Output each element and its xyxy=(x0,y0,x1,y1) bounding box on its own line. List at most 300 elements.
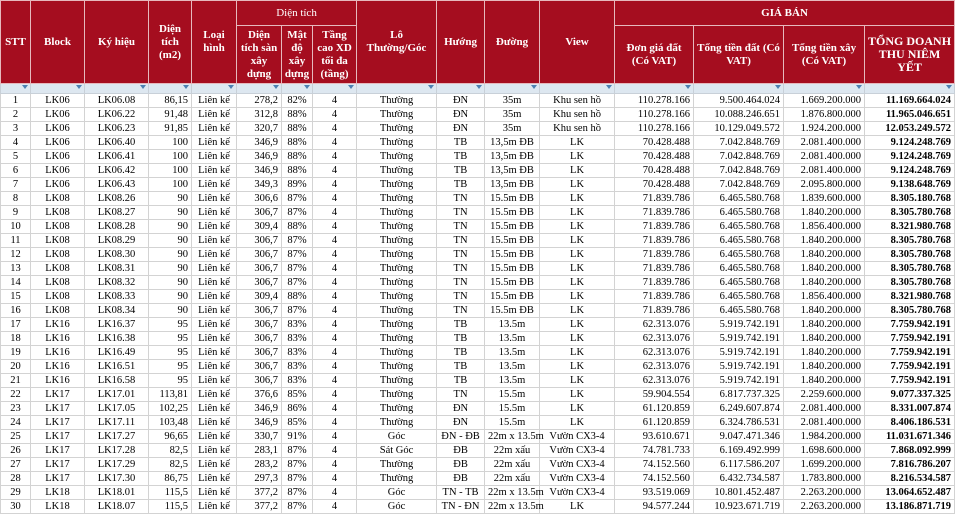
table-cell[interactable]: TN - ĐN xyxy=(437,500,485,514)
table-cell[interactable]: 4 xyxy=(313,290,357,304)
table-cell[interactable]: 71.839.786 xyxy=(615,234,694,248)
table-cell[interactable]: LK17.01 xyxy=(85,388,149,402)
table-cell[interactable]: 15 xyxy=(1,290,31,304)
table-cell[interactable]: TN xyxy=(437,388,485,402)
table-cell[interactable]: 7.759.942.191 xyxy=(865,360,955,374)
table-cell[interactable]: 8.305.780.768 xyxy=(865,234,955,248)
table-cell[interactable]: 346,9 xyxy=(237,136,282,150)
table-cell[interactable]: LK xyxy=(540,276,615,290)
table-cell[interactable]: 4 xyxy=(313,374,357,388)
table-cell[interactable]: 91,48 xyxy=(149,108,192,122)
table-cell[interactable]: TB xyxy=(437,318,485,332)
table-cell[interactable]: LK06 xyxy=(31,94,85,108)
table-cell[interactable]: 4 xyxy=(313,234,357,248)
table-cell[interactable]: 7.042.848.769 xyxy=(694,164,784,178)
table-cell[interactable]: 306,7 xyxy=(237,318,282,332)
table-cell[interactable]: 306,7 xyxy=(237,360,282,374)
table-cell[interactable]: Liên kế xyxy=(192,374,237,388)
table-cell[interactable]: 22m x 13.5m xyxy=(485,500,540,514)
table-cell[interactable]: 13.064.652.487 xyxy=(865,486,955,500)
table-cell[interactable]: 88% xyxy=(282,220,313,234)
table-cell[interactable]: Liên kế xyxy=(192,444,237,458)
table-cell[interactable]: LK06.42 xyxy=(85,164,149,178)
table-cell[interactable]: Thường xyxy=(357,416,437,430)
table-cell[interactable]: Thường xyxy=(357,472,437,486)
table-cell[interactable]: 377,2 xyxy=(237,486,282,500)
table-cell[interactable]: 88% xyxy=(282,136,313,150)
filter-dropdown-icon[interactable] xyxy=(76,85,82,89)
table-cell[interactable]: TN xyxy=(437,290,485,304)
table-cell[interactable]: 2.081.400.000 xyxy=(784,416,865,430)
table-cell[interactable]: 71.839.786 xyxy=(615,262,694,276)
table-cell[interactable]: TB xyxy=(437,136,485,150)
table-cell[interactable]: 70.428.488 xyxy=(615,150,694,164)
table-cell[interactable]: 6.465.580.768 xyxy=(694,276,784,290)
table-cell[interactable]: 4 xyxy=(313,178,357,192)
table-cell[interactable]: 320,7 xyxy=(237,122,282,136)
table-cell[interactable]: LK17 xyxy=(31,430,85,444)
table-cell[interactable]: LK08 xyxy=(31,220,85,234)
table-cell[interactable]: 5.919.742.191 xyxy=(694,318,784,332)
table-cell[interactable]: 4 xyxy=(313,276,357,290)
table-cell[interactable]: TB xyxy=(437,360,485,374)
table-cell[interactable]: Thường xyxy=(357,94,437,108)
filter-dropdown-icon[interactable] xyxy=(183,85,189,89)
table-cell[interactable]: LK xyxy=(540,248,615,262)
table-cell[interactable]: 4 xyxy=(313,248,357,262)
filter-dropdown-icon[interactable] xyxy=(685,85,691,89)
table-cell[interactable]: 13,5m ĐB xyxy=(485,164,540,178)
table-cell[interactable]: Sát Góc xyxy=(357,444,437,458)
table-cell[interactable]: LK16 xyxy=(31,374,85,388)
table-cell[interactable]: 74.152.560 xyxy=(615,472,694,486)
table-cell[interactable]: 85% xyxy=(282,416,313,430)
table-cell[interactable]: 376,6 xyxy=(237,388,282,402)
table-cell[interactable]: 70.428.488 xyxy=(615,136,694,150)
table-cell[interactable]: 7.868.092.999 xyxy=(865,444,955,458)
table-cell[interactable]: TB xyxy=(437,150,485,164)
table-cell[interactable]: 2 xyxy=(1,108,31,122)
table-cell[interactable]: 35m xyxy=(485,94,540,108)
table-cell[interactable]: 13.5m xyxy=(485,332,540,346)
table-cell[interactable]: LK08 xyxy=(31,206,85,220)
table-cell[interactable]: 30 xyxy=(1,500,31,514)
table-cell[interactable]: 22 xyxy=(1,388,31,402)
table-cell[interactable]: 1.698.600.000 xyxy=(784,444,865,458)
table-cell[interactable]: LK06 xyxy=(31,108,85,122)
table-cell[interactable]: 87% xyxy=(282,458,313,472)
header-group-dien-tich[interactable]: Diện tích xyxy=(237,1,357,26)
table-cell[interactable]: 346,9 xyxy=(237,402,282,416)
table-cell[interactable]: 8.305.780.768 xyxy=(865,276,955,290)
table-cell[interactable]: 346,9 xyxy=(237,164,282,178)
table-cell[interactable]: Thường xyxy=(357,290,437,304)
table-cell[interactable]: 1.876.800.000 xyxy=(784,108,865,122)
table-cell[interactable]: LK17 xyxy=(31,472,85,486)
table-cell[interactable]: 13.5m xyxy=(485,318,540,332)
filter-dropdown-icon[interactable] xyxy=(22,85,28,89)
table-cell[interactable]: LK xyxy=(540,304,615,318)
table-cell[interactable]: 71.839.786 xyxy=(615,304,694,318)
table-cell[interactable]: LK08.31 xyxy=(85,262,149,276)
table-cell[interactable]: LK08.26 xyxy=(85,192,149,206)
table-cell[interactable]: 7.042.848.769 xyxy=(694,178,784,192)
table-cell[interactable]: 6.432.734.587 xyxy=(694,472,784,486)
table-cell[interactable]: LK16.37 xyxy=(85,318,149,332)
table-cell[interactable]: Liên kế xyxy=(192,430,237,444)
table-cell[interactable]: Vườn CX3-4 xyxy=(540,430,615,444)
table-cell[interactable]: 2.081.400.000 xyxy=(784,136,865,150)
table-cell[interactable]: 61.120.859 xyxy=(615,416,694,430)
table-cell[interactable]: 15.5m ĐB xyxy=(485,248,540,262)
table-cell[interactable]: 14 xyxy=(1,276,31,290)
table-cell[interactable]: 8.305.780.768 xyxy=(865,248,955,262)
table-cell[interactable]: Liên kế xyxy=(192,332,237,346)
table-cell[interactable]: 86,15 xyxy=(149,94,192,108)
table-cell[interactable]: 12 xyxy=(1,248,31,262)
table-cell[interactable]: LK06.23 xyxy=(85,122,149,136)
table-cell[interactable]: 95 xyxy=(149,318,192,332)
table-cell[interactable]: 7.042.848.769 xyxy=(694,150,784,164)
table-cell[interactable]: Thường xyxy=(357,346,437,360)
table-cell[interactable]: 330,7 xyxy=(237,430,282,444)
table-cell[interactable]: 10.923.671.719 xyxy=(694,500,784,514)
table-cell[interactable]: 306,7 xyxy=(237,346,282,360)
table-cell[interactable]: LK xyxy=(540,416,615,430)
table-cell[interactable]: 346,9 xyxy=(237,416,282,430)
table-cell[interactable]: ĐB xyxy=(437,444,485,458)
table-cell[interactable]: LK16 xyxy=(31,318,85,332)
table-cell[interactable]: 13.5m xyxy=(485,360,540,374)
table-cell[interactable]: 13.186.871.719 xyxy=(865,500,955,514)
table-cell[interactable]: Thường xyxy=(357,332,437,346)
table-cell[interactable]: 8.331.007.874 xyxy=(865,402,955,416)
table-cell[interactable]: LK18 xyxy=(31,500,85,514)
table-cell[interactable]: LK17 xyxy=(31,416,85,430)
table-cell[interactable]: 306,6 xyxy=(237,192,282,206)
table-cell[interactable]: 4 xyxy=(313,192,357,206)
table-cell[interactable]: LK06.22 xyxy=(85,108,149,122)
table-cell[interactable]: TN xyxy=(437,262,485,276)
table-cell[interactable]: 4 xyxy=(313,486,357,500)
table-cell[interactable]: LK xyxy=(540,360,615,374)
table-cell[interactable]: Thường xyxy=(357,122,437,136)
table-cell[interactable]: ĐN xyxy=(437,94,485,108)
table-cell[interactable]: 4 xyxy=(313,472,357,486)
table-cell[interactable]: Liên kế xyxy=(192,416,237,430)
table-cell[interactable]: 1.840.200.000 xyxy=(784,346,865,360)
table-cell[interactable]: LK08 xyxy=(31,234,85,248)
table-cell[interactable]: 1.840.200.000 xyxy=(784,332,865,346)
table-cell[interactable]: LK xyxy=(540,164,615,178)
header-huong[interactable]: Hướng xyxy=(437,1,485,84)
table-cell[interactable]: Khu sen hồ xyxy=(540,122,615,136)
table-cell[interactable]: 10.801.452.487 xyxy=(694,486,784,500)
table-cell[interactable]: 11.965.046.651 xyxy=(865,108,955,122)
table-cell[interactable]: 88% xyxy=(282,164,313,178)
table-cell[interactable]: 6.324.786.531 xyxy=(694,416,784,430)
table-cell[interactable]: 15.5m ĐB xyxy=(485,304,540,318)
table-cell[interactable]: 4 xyxy=(313,262,357,276)
table-cell[interactable]: 82,5 xyxy=(149,444,192,458)
filter-dropdown-icon[interactable] xyxy=(304,85,310,89)
table-cell[interactable]: TN xyxy=(437,276,485,290)
table-cell[interactable]: Thường xyxy=(357,150,437,164)
table-cell[interactable]: Liên kế xyxy=(192,290,237,304)
table-cell[interactable]: 20 xyxy=(1,360,31,374)
table-cell[interactable]: 15.5m xyxy=(485,388,540,402)
table-cell[interactable]: Thường xyxy=(357,192,437,206)
header-duong[interactable]: Đường xyxy=(485,1,540,84)
table-cell[interactable]: 15.5m ĐB xyxy=(485,220,540,234)
table-cell[interactable]: 22m xấu xyxy=(485,458,540,472)
table-cell[interactable]: 8 xyxy=(1,192,31,206)
table-cell[interactable]: 306,7 xyxy=(237,304,282,318)
table-cell[interactable]: TB xyxy=(437,164,485,178)
table-cell[interactable]: 1.783.800.000 xyxy=(784,472,865,486)
table-cell[interactable]: 27 xyxy=(1,458,31,472)
table-cell[interactable]: LK17.28 xyxy=(85,444,149,458)
table-cell[interactable]: 88% xyxy=(282,150,313,164)
table-cell[interactable]: 113,81 xyxy=(149,388,192,402)
table-cell[interactable]: 1.856.400.000 xyxy=(784,220,865,234)
table-cell[interactable]: 283,1 xyxy=(237,444,282,458)
table-cell[interactable]: 7.816.786.207 xyxy=(865,458,955,472)
table-cell[interactable]: LK08.33 xyxy=(85,290,149,304)
table-cell[interactable]: 7.759.942.191 xyxy=(865,374,955,388)
table-cell[interactable]: 4 xyxy=(313,416,357,430)
table-cell[interactable]: 15.5m ĐB xyxy=(485,234,540,248)
table-cell[interactable]: 62.313.076 xyxy=(615,346,694,360)
table-cell[interactable]: Thường xyxy=(357,360,437,374)
table-cell[interactable]: Liên kế xyxy=(192,500,237,514)
table-cell[interactable]: 17 xyxy=(1,318,31,332)
table-cell[interactable]: 9.124.248.769 xyxy=(865,136,955,150)
table-cell[interactable]: LK08.30 xyxy=(85,248,149,262)
table-cell[interactable]: 9.047.471.346 xyxy=(694,430,784,444)
table-cell[interactable]: TN xyxy=(437,206,485,220)
table-cell[interactable]: LK xyxy=(540,500,615,514)
table-cell[interactable]: 62.313.076 xyxy=(615,360,694,374)
table-cell[interactable]: 2.095.800.000 xyxy=(784,178,865,192)
filter-dropdown-icon[interactable] xyxy=(946,85,952,89)
header-ky-hieu[interactable]: Ký hiệu xyxy=(85,1,149,84)
table-cell[interactable]: LK08 xyxy=(31,290,85,304)
table-cell[interactable]: LK xyxy=(540,402,615,416)
table-cell[interactable]: 11 xyxy=(1,234,31,248)
table-cell[interactable]: 10.088.246.651 xyxy=(694,108,784,122)
table-cell[interactable]: 90 xyxy=(149,276,192,290)
table-cell[interactable]: LK17 xyxy=(31,458,85,472)
filter-dropdown-icon[interactable] xyxy=(606,85,612,89)
table-cell[interactable]: LK xyxy=(540,388,615,402)
table-cell[interactable]: 5.919.742.191 xyxy=(694,346,784,360)
table-cell[interactable]: 71.839.786 xyxy=(615,192,694,206)
table-cell[interactable]: 306,7 xyxy=(237,206,282,220)
table-cell[interactable]: LK08 xyxy=(31,192,85,206)
table-cell[interactable]: 2.263.200.000 xyxy=(784,486,865,500)
table-cell[interactable]: 59.904.554 xyxy=(615,388,694,402)
table-cell[interactable]: 6.465.580.768 xyxy=(694,234,784,248)
table-cell[interactable]: 24 xyxy=(1,416,31,430)
table-cell[interactable]: 90 xyxy=(149,304,192,318)
table-cell[interactable]: Khu sen hồ xyxy=(540,108,615,122)
table-cell[interactable]: 6.465.580.768 xyxy=(694,262,784,276)
table-cell[interactable]: 71.839.786 xyxy=(615,290,694,304)
table-cell[interactable]: Thường xyxy=(357,234,437,248)
table-cell[interactable]: 6.117.586.207 xyxy=(694,458,784,472)
table-cell[interactable]: 4 xyxy=(313,388,357,402)
header-loai-hinh[interactable]: Loại hình xyxy=(192,1,237,84)
table-cell[interactable]: Thường xyxy=(357,318,437,332)
table-cell[interactable]: 74.152.560 xyxy=(615,458,694,472)
table-cell[interactable]: Liên kế xyxy=(192,248,237,262)
table-cell[interactable]: LK18.07 xyxy=(85,500,149,514)
table-cell[interactable]: LK06 xyxy=(31,122,85,136)
table-cell[interactable]: 5 xyxy=(1,150,31,164)
table-cell[interactable]: 87% xyxy=(282,472,313,486)
table-cell[interactable]: Thường xyxy=(357,220,437,234)
table-cell[interactable]: LK08.34 xyxy=(85,304,149,318)
table-cell[interactable]: 1.840.200.000 xyxy=(784,304,865,318)
table-cell[interactable]: LK06 xyxy=(31,164,85,178)
table-cell[interactable]: 115,5 xyxy=(149,486,192,500)
table-cell[interactable]: LK17 xyxy=(31,402,85,416)
table-cell[interactable]: 13,5m ĐB xyxy=(485,150,540,164)
table-cell[interactable]: 4 xyxy=(313,430,357,444)
table-cell[interactable]: 22m x 13.5m xyxy=(485,486,540,500)
table-cell[interactable]: 2.259.600.000 xyxy=(784,388,865,402)
table-cell[interactable]: 83% xyxy=(282,360,313,374)
table-cell[interactable]: 297,3 xyxy=(237,472,282,486)
table-cell[interactable]: TN xyxy=(437,234,485,248)
table-cell[interactable]: 90 xyxy=(149,290,192,304)
table-cell[interactable]: 95 xyxy=(149,346,192,360)
table-cell[interactable]: 306,7 xyxy=(237,262,282,276)
table-cell[interactable]: 87% xyxy=(282,262,313,276)
table-cell[interactable]: 35m xyxy=(485,108,540,122)
table-cell[interactable]: 6.249.607.874 xyxy=(694,402,784,416)
table-cell[interactable]: 90 xyxy=(149,192,192,206)
table-cell[interactable]: 306,7 xyxy=(237,276,282,290)
table-cell[interactable]: LK xyxy=(540,234,615,248)
table-cell[interactable]: 15.5m xyxy=(485,402,540,416)
table-cell[interactable]: Liên kế xyxy=(192,472,237,486)
table-cell[interactable]: ĐN xyxy=(437,122,485,136)
table-cell[interactable]: LK08 xyxy=(31,304,85,318)
table-cell[interactable]: 309,4 xyxy=(237,290,282,304)
table-cell[interactable]: TB xyxy=(437,346,485,360)
table-cell[interactable]: Liên kế xyxy=(192,346,237,360)
table-cell[interactable]: 4 xyxy=(313,136,357,150)
table-cell[interactable]: 19 xyxy=(1,346,31,360)
table-cell[interactable]: Liên kế xyxy=(192,122,237,136)
filter-dropdown-icon[interactable] xyxy=(428,85,434,89)
table-cell[interactable]: ĐB xyxy=(437,472,485,486)
table-cell[interactable]: 8.305.780.768 xyxy=(865,206,955,220)
table-cell[interactable]: 4 xyxy=(313,360,357,374)
table-cell[interactable]: LK xyxy=(540,220,615,234)
table-cell[interactable]: 5.919.742.191 xyxy=(694,332,784,346)
table-cell[interactable]: 9 xyxy=(1,206,31,220)
table-cell[interactable]: 87% xyxy=(282,248,313,262)
table-cell[interactable]: Thường xyxy=(357,178,437,192)
table-cell[interactable]: LK xyxy=(540,374,615,388)
table-cell[interactable]: 1.840.200.000 xyxy=(784,248,865,262)
table-cell[interactable]: 309,4 xyxy=(237,220,282,234)
table-cell[interactable]: LK17.30 xyxy=(85,472,149,486)
table-cell[interactable]: LK xyxy=(540,178,615,192)
table-cell[interactable]: 306,7 xyxy=(237,374,282,388)
table-cell[interactable]: 1.840.200.000 xyxy=(784,360,865,374)
table-cell[interactable]: 1.856.400.000 xyxy=(784,290,865,304)
table-cell[interactable]: Liên kế xyxy=(192,388,237,402)
table-cell[interactable]: 18 xyxy=(1,332,31,346)
table-cell[interactable]: Thường xyxy=(357,108,437,122)
table-cell[interactable]: 4 xyxy=(313,304,357,318)
table-cell[interactable]: 29 xyxy=(1,486,31,500)
table-cell[interactable]: 100 xyxy=(149,150,192,164)
header-tong-doanh-thu[interactable]: TỔNG DOANH THU NIÊM YẾT xyxy=(865,26,955,84)
table-cell[interactable]: 9.124.248.769 xyxy=(865,164,955,178)
table-cell[interactable]: 13,5m ĐB xyxy=(485,178,540,192)
table-cell[interactable]: 93.519.069 xyxy=(615,486,694,500)
table-cell[interactable]: 70.428.488 xyxy=(615,178,694,192)
table-cell[interactable]: Vườn CX3-4 xyxy=(540,458,615,472)
table-cell[interactable]: 10.129.049.572 xyxy=(694,122,784,136)
table-cell[interactable]: 110.278.166 xyxy=(615,108,694,122)
table-cell[interactable]: 95 xyxy=(149,360,192,374)
table-cell[interactable]: 283,2 xyxy=(237,458,282,472)
table-cell[interactable]: LK08 xyxy=(31,248,85,262)
table-cell[interactable]: 4 xyxy=(313,346,357,360)
table-cell[interactable]: LK18 xyxy=(31,486,85,500)
table-cell[interactable]: Liên kế xyxy=(192,262,237,276)
table-cell[interactable]: 1.840.200.000 xyxy=(784,318,865,332)
table-cell[interactable]: LK xyxy=(540,346,615,360)
table-cell[interactable]: 13,5m ĐB xyxy=(485,136,540,150)
table-cell[interactable]: LK16.49 xyxy=(85,346,149,360)
table-cell[interactable]: LK xyxy=(540,136,615,150)
table-cell[interactable]: LK17 xyxy=(31,388,85,402)
table-cell[interactable]: Liên kế xyxy=(192,486,237,500)
header-tong-tien-xay[interactable]: Tổng tiền xây (Có VAT) xyxy=(784,26,865,84)
table-cell[interactable]: 88% xyxy=(282,290,313,304)
table-cell[interactable]: 4 xyxy=(313,402,357,416)
table-cell[interactable]: 23 xyxy=(1,402,31,416)
table-cell[interactable]: Liên kế xyxy=(192,108,237,122)
table-cell[interactable]: 70.428.488 xyxy=(615,164,694,178)
table-cell[interactable]: 4 xyxy=(1,136,31,150)
table-cell[interactable]: 95 xyxy=(149,332,192,346)
table-cell[interactable]: LK xyxy=(540,262,615,276)
table-cell[interactable]: Góc xyxy=(357,486,437,500)
table-cell[interactable]: 88% xyxy=(282,122,313,136)
table-cell[interactable]: 28 xyxy=(1,472,31,486)
table-cell[interactable]: 3 xyxy=(1,122,31,136)
table-cell[interactable]: 90 xyxy=(149,220,192,234)
table-cell[interactable]: 1.840.200.000 xyxy=(784,374,865,388)
table-cell[interactable]: 87% xyxy=(282,206,313,220)
table-cell[interactable]: 87% xyxy=(282,234,313,248)
table-cell[interactable]: ĐN xyxy=(437,402,485,416)
table-cell[interactable]: 4 xyxy=(313,150,357,164)
table-cell[interactable]: 10 xyxy=(1,220,31,234)
table-cell[interactable]: 5.919.742.191 xyxy=(694,374,784,388)
table-cell[interactable]: 306,7 xyxy=(237,248,282,262)
table-cell[interactable]: 74.781.733 xyxy=(615,444,694,458)
table-cell[interactable]: ĐN - ĐB xyxy=(437,430,485,444)
